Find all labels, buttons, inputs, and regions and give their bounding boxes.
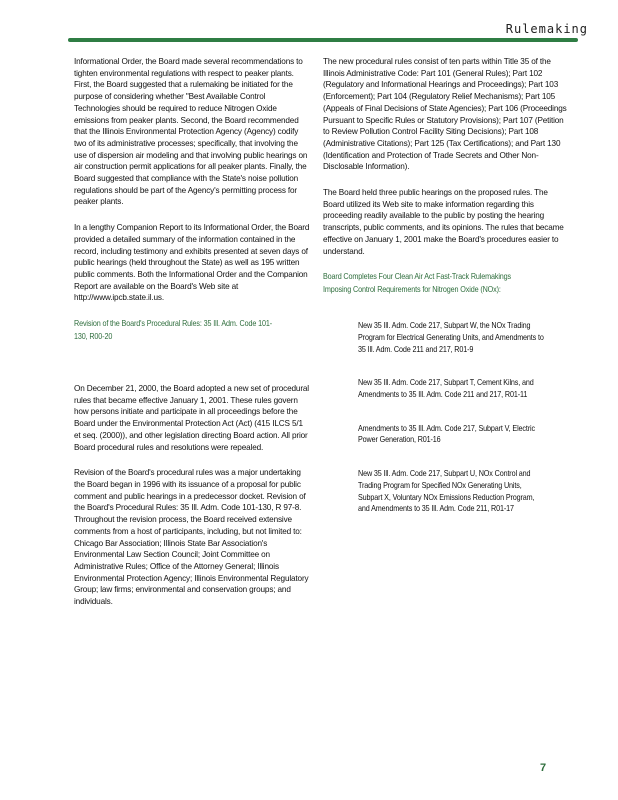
- paragraph: On December 21, 2000, the Board adopted a new set of procedural rules that became effective January 1, 2001. These rules govern how persons initiate and participate in all proceedings before the Board under the Environmental Protection Act (Act) (415 ILCS 5/1 et seq. (2000)), and other legislation directing Board action. All prior Board procedural rules and resolutions were repealed.: [74, 384, 309, 452]
- paragraph: Revision of the Board's procedural rules was a major undertaking the Board began in 1996 with its issuance of a proposal for public comment and public hearings in a predecessor docket. Revision of the Board's Procedural Rules: 35 Ill. Adm. Code 101-130, R 97-8. Throughout the revision process, the Board received extensive comments from a host of participants, including, but not limited to: Chicago Bar Association; Illinois State Bar Association's Environmental Law Section Council; Joint Committee on Administrative Rules; Office of the Attorney General; Illinois Environmental Protection Agency; Illinois Environmental Regulatory Group; law firms; environmental and conservation groups; and individuals.: [74, 468, 309, 607]
- section-title: Board Completes Four Clean Air Act Fast-Track Rulemakings Imposing Control Requirements for Nitrogen Oxide (NOx):: [323, 272, 512, 294]
- paragraph: The new procedural rules consist of ten parts within Title 35 of the Illinois Administrative Code: Part 101 (General Rules); Part 102 (Regulatory and Informational Hearings and Proceedings); Part 103 (Enforcement); Part 104 (Regulatory Relief Mechanisms); Part 105 (Appeals of Final Decisions of State Agencies); Part 106 (Proceedings Pursuant to Specific Rules or Statutory Provisions); Part 107 (Petition to Review Pollution Control Facility Siting Decisions); Part 108 (Administrative Citations); Part 125 (Tax Certifications); and Part 130 (Identification and Protection of Trade Secrets and Other Non-Disclosable Information).: [323, 57, 567, 172]
- case-citation: New 35 Ill. Adm. Code 217, Subpart T, Cement Kilns, and Amendments to 35 Ill. Adm. Code 211 and 217, R01-11: [358, 378, 534, 400]
- paragraph: The Board held three public hearings on the proposed rules. The Board utilized its Web site to make information regarding this proceeding readily available to the public by posting the hearing transcripts, public comments, and its opinions. The rules that became effective on January 1, 2001 make the Board's procedures easier to understand.: [323, 188, 564, 256]
- section-title: Revision of the Board's Procedural Rules: 35 Ill. Adm. Code 101-130, R00-20: [74, 319, 272, 341]
- right-column: [323, 56, 568, 537]
- page-header-title: Rulemaking: [505, 22, 588, 36]
- paragraph: In a lengthy Companion Report to its Informational Order, the Board provided a detailed summary of the information contained in the record, including testimony and exhibits presented at seven days of public hearings (held throughout the State) as well as 195 written public comments. Both the Informational Order and the Companion Report are available on the Board's Web site at http://www.ipcb.state.il.us.: [74, 223, 310, 303]
- case-citation: Amendments to 35 Ill. Adm. Code 217, Subpart V, Electric Power Generation, R01-16: [358, 423, 535, 445]
- case-citation: New 35 Ill. Adm. Code 217, Subpart U, NOx Control and Trading Program for Specified NOx Generating Units, Subpart X, Voluntary NOx Emissions Reduction Program, and Amendments to 35 Ill. Adm. Code 211, R01-17: [358, 469, 535, 514]
- header-rule: [68, 38, 578, 42]
- left-column: [74, 56, 310, 622]
- page-number: 7: [540, 762, 547, 774]
- paragraph: Informational Order, the Board made several recommendations to tighten environmental regulations with respect to peaker plants. First, the Board suggested that a rulemaking be initiated for the purpose of considering whether "Best Available Control Technologies should be required to reduce Nitrogen Oxide emissions from peaker plants. Second, the Board recommended that the Illinois Environmental Protection Agency (Agency) codify two of its administrative processes; specifically, that involving the use of dispersion air modeling and that involving public hearings on air construction permit applications for all peaker plants. Finally, the Board suggested that compliance with the State's noise pollution regulations should be part of the Agency's permitting process for peaker plants.: [74, 57, 308, 207]
- case-citation: New 35 Ill. Adm. Code 217, Subpart W, the NOx Trading Program for Electrical Generating Units, and Amendments to 35 Ill. Adm. Code 211 and 217, R01-9: [358, 321, 544, 354]
